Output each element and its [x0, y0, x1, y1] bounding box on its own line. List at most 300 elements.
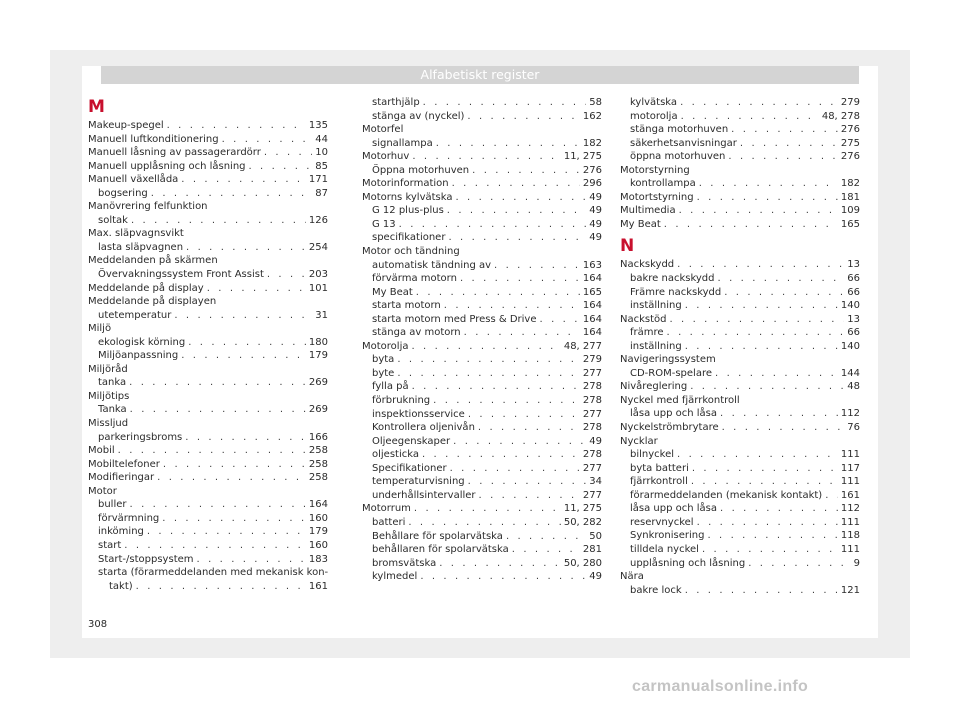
index-subentry: [362, 380, 602, 394]
dot-leader: [450, 462, 580, 476]
dot-leader: [397, 367, 580, 381]
index-page-ref: 11, 275: [563, 151, 602, 163]
page-header-title: Alfabetiskt register: [420, 67, 540, 82]
index-page-ref: 58: [589, 97, 602, 108]
index-page-ref: 277: [582, 489, 602, 501]
index-term: byte: [372, 367, 395, 379]
index-entry: [88, 444, 328, 458]
index-entry: [88, 173, 328, 187]
index-subentry: [88, 553, 328, 567]
index-subentry: [362, 96, 602, 110]
dot-leader: [129, 376, 306, 390]
dot-leader: [399, 218, 587, 232]
index-term: motorolja: [630, 110, 678, 122]
dot-leader: [249, 160, 313, 174]
index-term: Behållare för spolarvätska: [372, 530, 503, 542]
index-entry: [88, 295, 328, 309]
dot-leader: [167, 119, 306, 133]
index-subentry: [362, 259, 602, 273]
dot-leader: [433, 394, 580, 408]
index-entry: [362, 245, 602, 259]
index-subentry: [88, 403, 328, 417]
index-page-ref: 164: [582, 313, 602, 325]
dot-leader: [181, 173, 306, 187]
index-letter-heading: M: [88, 97, 105, 117]
index-subentry: [88, 525, 328, 539]
dot-leader: [439, 557, 561, 571]
index-term: batteri: [372, 516, 406, 528]
index-term: underhållsintervaller: [372, 489, 476, 501]
index-subentry: [620, 489, 860, 503]
index-page-ref: 296: [582, 178, 602, 190]
index-subentry: [88, 566, 328, 580]
dot-leader: [422, 448, 580, 462]
index-page-ref: 277: [582, 462, 602, 474]
index-page-ref: 278: [582, 422, 602, 434]
dot-leader: [697, 516, 838, 530]
dot-leader: [697, 191, 838, 205]
index-page-ref: 278: [582, 381, 602, 393]
index-subentry: [88, 309, 328, 323]
index-page-ref: 13: [847, 259, 860, 271]
index-subentry: [362, 475, 602, 489]
index-page-ref: 279: [840, 97, 860, 108]
index-subentry: [88, 349, 328, 363]
index-term: Främre nackskydd: [630, 286, 722, 298]
index-column-3: [620, 96, 860, 597]
index-subentry: [362, 137, 602, 151]
index-subentry: [362, 218, 602, 232]
index-subentry: [620, 529, 860, 543]
index-entry: [88, 417, 328, 431]
index-page-ref: 49: [589, 191, 602, 203]
index-term: My Beat: [620, 218, 661, 230]
index-subentry: [362, 353, 602, 367]
index-page-ref: 276: [840, 124, 860, 136]
index-term: automatisk tändning av: [372, 259, 492, 271]
index-page-ref: 182: [582, 137, 602, 149]
index-entry: [620, 164, 860, 178]
index-term: Missljud: [88, 418, 129, 430]
index-entry: [620, 421, 860, 435]
index-entry: [88, 471, 328, 485]
index-page-ref: 269: [308, 404, 328, 416]
index-page-ref: 117: [840, 462, 860, 474]
index-page-ref: 48: [847, 381, 860, 393]
dot-leader: [464, 326, 580, 340]
index-entry: [620, 435, 860, 449]
index-term: Motortstyrning: [620, 191, 694, 203]
index-term: starta (förarmeddelanden med mekanisk kon-: [98, 567, 329, 579]
dot-leader: [130, 498, 306, 512]
index-term: fylla på: [372, 381, 409, 393]
index-subentry: [88, 268, 328, 282]
dot-leader: [680, 96, 838, 110]
index-subentry: [620, 123, 860, 137]
index-page-ref: 269: [308, 377, 328, 389]
index-page-ref: 50, 280: [563, 557, 602, 569]
index-page-ref: 160: [308, 539, 328, 551]
index-page-ref: 49: [589, 205, 602, 217]
index-page-ref: 171: [308, 174, 328, 186]
index-entry: [620, 313, 860, 327]
index-subentry: [88, 376, 328, 390]
dot-leader: [411, 340, 560, 354]
index-entry: [362, 502, 602, 516]
index-term: förarmeddelanden (mekanisk kontakt): [630, 489, 823, 501]
index-term: oljesticka: [372, 449, 419, 461]
index-subentry: [620, 110, 860, 124]
index-term: ekologisk körning: [98, 336, 186, 348]
index-page-ref: 50, 282: [563, 516, 602, 528]
dot-leader: [681, 110, 819, 124]
dot-leader: [699, 177, 838, 191]
dot-leader: [685, 299, 838, 313]
index-term: Navigeringssystem: [620, 354, 716, 366]
index-term: Nivåreglering: [620, 381, 688, 393]
index-term: Makeup-spegel: [88, 120, 164, 131]
index-term: start: [98, 539, 122, 551]
index-page-ref: 49: [589, 232, 602, 244]
index-term: Miljö: [88, 323, 112, 335]
index-entry: [88, 160, 328, 174]
dot-leader: [685, 340, 838, 354]
index-subentry: [620, 286, 860, 300]
dot-leader: [188, 336, 306, 350]
index-page-ref: 258: [308, 458, 328, 470]
index-term: Miljöanpassning: [98, 350, 179, 362]
index-subentry: [88, 539, 328, 553]
index-term: upplåsning och låsning: [630, 557, 746, 569]
index-term: byta batteri: [630, 462, 689, 474]
index-page-ref: 278: [582, 395, 602, 407]
index-term: kylvätska: [630, 97, 678, 108]
index-page-ref: 111: [840, 543, 860, 555]
index-page-ref: 9: [853, 557, 860, 569]
index-term: Max. släpvagnsvikt: [88, 228, 184, 240]
index-page-ref: 277: [582, 408, 602, 420]
index-subentry: [362, 408, 602, 422]
index-term: låsa upp och låsa: [630, 408, 718, 420]
dot-leader: [412, 380, 580, 394]
index-subentry: [620, 407, 860, 421]
index-term: Tanka: [98, 404, 127, 416]
watermark: carmanualsonline.info: [632, 678, 809, 695]
dot-leader: [436, 137, 580, 151]
dot-leader: [472, 164, 580, 178]
index-page-ref: 165: [840, 218, 860, 230]
index-page-ref: 31: [315, 309, 328, 321]
index-entry: [620, 204, 860, 218]
index-term: inställning: [630, 340, 682, 352]
index-subentry: [362, 489, 602, 503]
dot-leader: [740, 137, 838, 151]
index-column-2: [362, 96, 602, 584]
index-page-ref: 279: [582, 354, 602, 366]
index-page-ref: 49: [589, 435, 602, 447]
index-page-ref: 275: [840, 137, 860, 149]
index-subentry: [620, 367, 860, 381]
index-term: förvärma motorn: [372, 273, 457, 285]
index-term: Meddelande på display: [88, 282, 204, 294]
index-page-ref: 164: [582, 300, 602, 312]
index-term: kylmedel: [372, 571, 418, 583]
index-term: låsa upp och låsa: [630, 503, 718, 515]
index-page-ref: 203: [308, 269, 328, 281]
index-page-ref: 179: [308, 350, 328, 362]
index-term: stänga motorhuven: [630, 124, 729, 136]
index-term: inställning: [630, 300, 682, 312]
index-subentry: [362, 367, 602, 381]
index-term: CD-ROM-spelare: [630, 367, 713, 379]
index-subentry: [620, 299, 860, 313]
index-page-ref: 112: [840, 408, 860, 420]
dot-leader: [130, 403, 306, 417]
index-entry: [362, 340, 602, 354]
index-page-ref: 277: [582, 367, 602, 379]
index-subentry: [88, 431, 328, 445]
index-subentry: [362, 530, 602, 544]
index-subentry: [362, 204, 602, 218]
dot-leader: [540, 313, 580, 327]
index-entry: [620, 353, 860, 367]
index-term: Mobil: [88, 445, 115, 457]
index-entry: [362, 123, 602, 137]
index-term: byta: [372, 354, 395, 366]
dot-leader: [715, 367, 838, 381]
index-subentry: [362, 462, 602, 476]
dot-leader: [690, 380, 844, 394]
index-column-1: [88, 96, 328, 593]
dot-leader: [423, 96, 587, 110]
index-page-ref: 49: [589, 571, 602, 583]
dot-leader: [494, 259, 580, 273]
index-term: Motor och tändning: [362, 246, 460, 258]
index-page-ref: 165: [582, 286, 602, 298]
index-term: tanka: [98, 377, 127, 389]
index-term: starta motorn med Press & Drive: [372, 313, 537, 325]
index-term: Miljötips: [88, 390, 130, 402]
index-term: Kontrollera oljenivån: [372, 422, 475, 434]
index-term: Motorrum: [362, 503, 411, 515]
index-subentry: [620, 462, 860, 476]
index-term: stänga av motorn: [372, 327, 461, 339]
index-subentry: [88, 241, 328, 255]
index-entry: [88, 458, 328, 472]
dot-leader: [453, 435, 586, 449]
index-term: Manuell växellåda: [88, 174, 179, 186]
index-term: tilldela nyckel: [630, 543, 699, 555]
index-page-ref: 111: [840, 516, 860, 528]
dot-leader: [163, 458, 306, 472]
index-term: buller: [98, 499, 127, 511]
index-page-ref: 66: [847, 286, 860, 298]
index-term: Motorinformation: [362, 178, 449, 190]
index-page-ref: 111: [840, 449, 860, 461]
index-page-ref: 258: [308, 445, 328, 457]
dot-leader: [452, 177, 580, 191]
dot-leader: [267, 268, 306, 282]
index-term: G 13: [372, 218, 396, 230]
dot-leader: [197, 553, 306, 567]
dot-leader: [412, 150, 561, 164]
dot-leader: [468, 475, 587, 489]
index-term: kontrollampa: [630, 178, 696, 190]
index-term: bogsering: [98, 187, 148, 199]
index-subentry: [620, 543, 860, 557]
index-page-ref: 161: [840, 489, 860, 501]
index-term: inköming: [98, 526, 144, 538]
index-term: Nackstöd: [620, 313, 667, 325]
index-page-ref: 180: [308, 336, 328, 348]
index-subentry: [362, 313, 602, 327]
index-page-ref: 66: [847, 273, 860, 285]
dot-leader: [479, 489, 580, 503]
dot-leader: [664, 218, 838, 232]
page-number: 308: [88, 619, 108, 630]
index-page-ref: 162: [582, 110, 602, 122]
dot-leader: [131, 214, 306, 228]
index-subentry: [362, 286, 602, 300]
dot-leader: [136, 580, 306, 594]
index-term: behållaren för spolarvätska: [372, 544, 509, 556]
index-term: Oljeegenskaper: [372, 435, 451, 447]
dot-leader: [185, 431, 306, 445]
dot-leader: [506, 530, 586, 544]
index-term: Motorns kylvätska: [362, 191, 453, 203]
index-subentry: [362, 421, 602, 435]
index-term: lasta släpvagnen: [98, 241, 184, 253]
index-subentry: [88, 214, 328, 228]
index-subentry: [362, 516, 602, 530]
index-entry: [88, 227, 328, 241]
index-page-ref: 13: [847, 313, 860, 325]
index-subentry: [88, 336, 328, 350]
index-entry: [362, 150, 602, 164]
index-subentry: [620, 137, 860, 151]
index-page-ref: 135: [308, 120, 328, 131]
dot-leader: [670, 313, 845, 327]
index-subentry: [88, 512, 328, 526]
index-term: bilnyckel: [630, 449, 675, 461]
dot-leader: [448, 231, 586, 245]
index-term: fjärrkontroll: [630, 476, 688, 488]
index-term: temperaturvisning: [372, 476, 465, 488]
index-subentry: [88, 187, 328, 201]
index-page-ref: 121: [840, 584, 860, 596]
dot-leader: [512, 543, 580, 557]
index-term: Öppna motorhuven: [372, 164, 470, 176]
dot-leader: [722, 421, 845, 435]
index-page-ref: 140: [840, 340, 860, 352]
index-term: soltak: [98, 214, 128, 226]
index-page-ref: 181: [840, 191, 860, 203]
index-page-ref: 254: [308, 241, 328, 253]
index-term: säkerhetsanvisningar: [630, 137, 737, 149]
index-term: bromsvätska: [372, 557, 437, 569]
index-subentry: [620, 272, 860, 286]
index-term: utetemperatur: [98, 309, 172, 321]
dot-leader: [731, 123, 838, 137]
index-page-ref: 101: [308, 282, 328, 294]
index-term: Motorolja: [362, 340, 409, 352]
index-entry: [88, 322, 328, 336]
index-entry: [620, 394, 860, 408]
dot-leader: [728, 150, 838, 164]
dot-leader: [825, 489, 838, 503]
index-entry: [88, 119, 328, 133]
index-term: Manövrering felfunktion: [88, 201, 208, 213]
index-term: Specifikationer: [372, 462, 447, 474]
index-page-ref: 164: [582, 327, 602, 339]
index-subentry: [88, 580, 328, 594]
index-term: signallampa: [372, 137, 433, 149]
index-page-ref: 179: [308, 526, 328, 538]
index-term: Motorfel: [362, 124, 404, 136]
index-entry: [620, 258, 860, 272]
dot-leader: [691, 475, 838, 489]
index-term: bakre nackskydd: [630, 273, 715, 285]
dot-leader: [707, 529, 837, 543]
index-subentry: [620, 96, 860, 110]
dot-leader: [186, 241, 306, 255]
index-letter-heading: N: [620, 236, 635, 257]
index-term: Miljöråd: [88, 363, 128, 375]
index-term: Multimedia: [620, 205, 676, 217]
index-page-ref: 48, 278: [821, 110, 860, 122]
index-page-ref: 111: [840, 476, 860, 488]
index-page-ref: 34: [589, 476, 602, 488]
index-page-ref: 11, 275: [563, 503, 602, 515]
index-subentry: [362, 570, 602, 584]
page-header: [101, 66, 859, 84]
index-entry: [362, 177, 602, 191]
dot-leader: [420, 570, 586, 584]
index-term: specifikationer: [372, 232, 446, 244]
index-term: G 12 plus-plus: [372, 205, 444, 217]
index-page-ref: 276: [840, 151, 860, 163]
index-subentry: [620, 516, 860, 530]
dot-leader: [667, 326, 845, 340]
dot-leader: [685, 584, 838, 598]
dot-leader: [702, 543, 838, 557]
dot-leader: [718, 272, 845, 286]
index-term: Nackskydd: [620, 259, 675, 271]
index-subentry: [88, 498, 328, 512]
index-subentry: [620, 150, 860, 164]
index-term: Övervakningssystem Front Assist: [98, 269, 264, 281]
index-page-ref: 278: [582, 449, 602, 461]
dot-leader: [460, 272, 580, 286]
index-term: Synkronisering: [630, 530, 705, 542]
dot-leader: [416, 286, 580, 300]
index-page-ref: 44: [315, 133, 328, 145]
index-term: Nycklar: [620, 435, 658, 447]
index-entry: [88, 146, 328, 160]
dot-leader: [692, 462, 838, 476]
index-entry: [88, 133, 328, 147]
dot-leader: [720, 407, 838, 421]
index-term: Mobiltelefoner: [88, 458, 160, 470]
index-page-ref: 49: [589, 218, 602, 230]
index-entry: [620, 218, 860, 232]
index-subentry: [620, 475, 860, 489]
index-page-ref: 276: [582, 164, 602, 176]
index-page-ref: 164: [582, 273, 602, 285]
index-subentry: [362, 299, 602, 313]
dot-leader: [467, 110, 580, 124]
index-page-ref: 163: [582, 259, 602, 271]
